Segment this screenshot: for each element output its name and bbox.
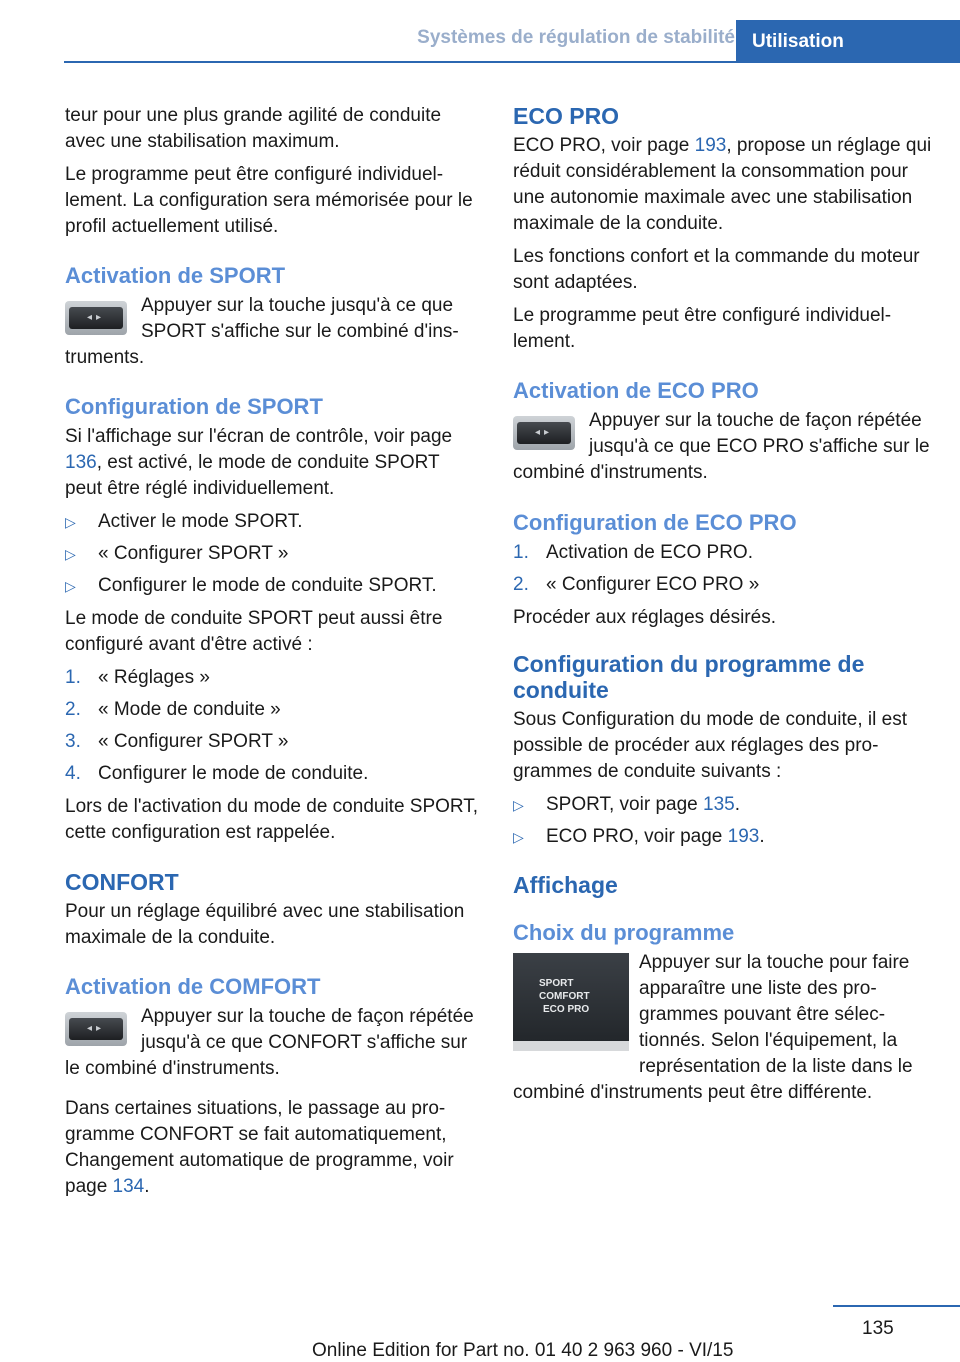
list-item: ▷ SPORT, voir page 135.	[513, 792, 933, 818]
left-column	[65, 103, 481, 1207]
paragraph: Dans certaines situations, le passage au programme CONFORT se fait automatiquement, Changement automatique de programme, voir page 134.	[65, 1098, 454, 1197]
triangle-bullet-icon: ▷	[65, 514, 76, 530]
paragraph: Si l'affichage sur l'écran de contrôle, voir page 136, est activé, le mode de conduite SPORT peut être réglé individuellement.	[65, 426, 453, 499]
driving-mode-button-image: ◂▸	[65, 301, 127, 335]
list-item: 1. Activation de ECO PRO.	[513, 542, 753, 563]
list-item: 1. « Réglages »	[65, 667, 210, 688]
paragraph: Appuyer sur la touche de façon répétée jusqu'à ce que ECO PRO s'affiche sur le combiné d'instruments.	[513, 410, 930, 483]
page-link[interactable]: 134	[112, 1176, 145, 1197]
paragraph: Lors de l'activation du mode de conduite SPORT, cette configuration est rappelée.	[65, 796, 479, 843]
instruction-block	[65, 293, 481, 371]
heading-activation-eco: Activation de ECO PRO	[513, 378, 759, 403]
page-link[interactable]: 193	[727, 826, 760, 847]
section-title: Systèmes de régulation de stabilité	[417, 27, 735, 48]
instruction-block	[65, 1004, 481, 1082]
triangle-bullet-icon: ▷	[513, 829, 524, 845]
page-number: 135	[862, 1318, 894, 1339]
heading-config-programme: Configuration du programme de conduite	[513, 651, 865, 703]
list-item: 3. « Configurer SPORT »	[65, 731, 289, 752]
display-line: ECO PRO	[543, 1004, 590, 1015]
paragraph: Pour un réglage équilibré avec une stabilisation maximale de la conduite.	[65, 901, 465, 948]
list-item: ▷ Configurer le mode de conduite SPORT.	[65, 573, 481, 599]
list-item: ▷ « Configurer SPORT »	[65, 541, 481, 567]
heading-config-sport: Configuration de SPORT	[65, 394, 323, 419]
heading-config-eco: Configuration de ECO PRO	[513, 510, 797, 535]
list-item: 2. « Mode de conduite »	[65, 699, 281, 720]
paragraph: Les fonctions confort et la commande du moteur sont adaptées.	[513, 246, 920, 293]
paragraph: Appuyer sur la touche de façon répétée jusqu'à ce que CONFORT s'affiche sur le combiné d'instruments.	[65, 1006, 474, 1079]
right-column	[513, 103, 933, 1106]
heading-affichage: Affichage	[513, 872, 618, 898]
paragraph: teur pour une plus grande agilité de conduite avec une stabilisation maximum.	[65, 105, 442, 152]
paragraph: Sous Configuration du mode de conduite, il est possible de procéder aux réglages des programmes de conduite suivants :	[513, 709, 907, 782]
numbered-list	[513, 540, 933, 598]
display-line: COMFORT	[539, 991, 590, 1002]
page-link[interactable]: 193	[694, 135, 727, 156]
heading-activation-comfort: Activation de COMFORT	[65, 974, 321, 999]
instruction-block	[513, 408, 933, 486]
bullet-list	[513, 792, 933, 850]
numbered-list	[65, 665, 481, 787]
paragraph: Procéder aux réglages désirés.	[513, 607, 776, 628]
list-item: ▷ Activer le mode SPORT.	[65, 509, 481, 535]
triangle-bullet-icon: ▷	[513, 797, 524, 813]
paragraph: Le programme peut être configuré individuellement.	[513, 305, 892, 352]
instruction-block	[513, 950, 933, 1106]
heading-eco-pro: ECO PRO	[513, 103, 620, 129]
edition-label: Online Edition for Part no. 01 40 2 963 960 - VI/15	[312, 1340, 734, 1361]
paragraph: Le programme peut être configuré individuellement. La configuration sera mémorisée pour le profil actuellement utilisé.	[65, 164, 473, 237]
bullet-list	[65, 509, 481, 599]
display-line: SPORT	[539, 978, 574, 989]
list-item: ▷ ECO PRO, voir page 193.	[513, 824, 933, 850]
triangle-bullet-icon: ▷	[65, 546, 76, 562]
list-item: 4. Configurer le mode de conduite.	[65, 763, 369, 784]
page-link[interactable]: 136	[65, 452, 97, 473]
driving-mode-button-image: ◂▸	[513, 416, 575, 450]
page-header	[0, 0, 960, 64]
heading-confort: CONFORT	[65, 869, 179, 895]
program-list-display-image	[513, 953, 629, 1051]
paragraph: Le mode de conduite SPORT peut aussi être configuré avant d'être activé :	[65, 608, 443, 655]
footer-rule	[833, 1305, 960, 1307]
heading-activation-sport: Activation de SPORT	[65, 263, 286, 288]
header-rule	[64, 61, 960, 63]
paragraph: ECO PRO, voir page 193, propose un réglage qui réduit considérablement la consommation pour une autonomie maximale avec une stabilisation maximale de la conduite.	[513, 135, 932, 234]
paragraph: Appuyer sur la touche jusqu'à ce que SPORT s'affiche sur le combiné d'instruments.	[65, 295, 459, 368]
triangle-bullet-icon: ▷	[65, 578, 76, 594]
heading-choix-programme: Choix du programme	[513, 920, 735, 945]
chapter-tab[interactable]: Utilisation	[736, 20, 960, 62]
list-item: 2. « Configurer ECO PRO »	[513, 574, 760, 595]
driving-mode-button-image: ◂▸	[65, 1012, 127, 1046]
page-link[interactable]: 135	[703, 794, 735, 815]
paragraph: Appuyer sur la touche pour faire apparaître une liste des programmes pouvant être sélectionnés. Selon l'équipement, la représentation de la liste dans le combiné d'instruments peut être différente.	[513, 952, 913, 1103]
